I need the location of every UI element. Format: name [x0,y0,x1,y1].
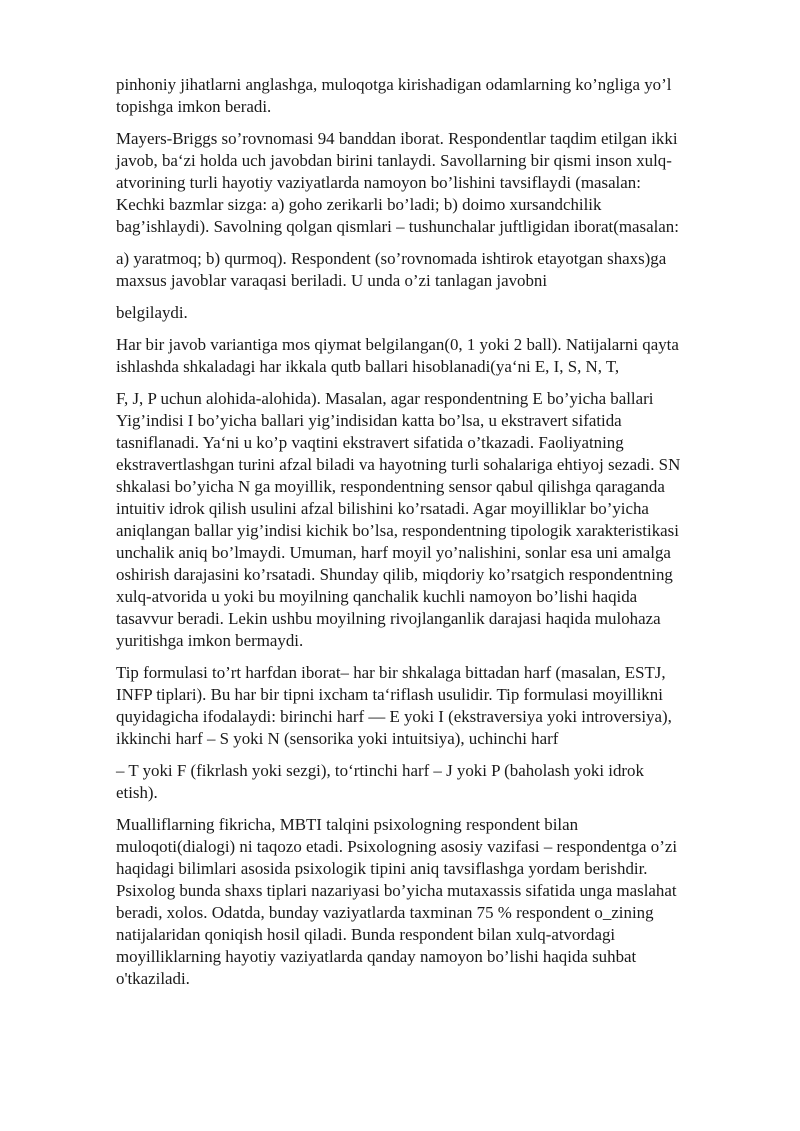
text-line: bag’ishlaydi). Savolning qolgan qismlari – tushunchalar juftligidan iborat(masalan: [116,217,679,236]
text-line: oshirish darajasini ko’rsatadi. Shunday qilib, miqdoriy ko’rsatgich respondentning [116,565,673,584]
text-line: atvorining turli hayotiy vaziyatlarda namoyon bo’lishini tavsiflaydi (masalan: [116,173,641,192]
text-line: ekstravertlashgan turini afzal biladi va hayotning turli sohalariga ehtiyoj sezadi. SN [116,455,681,474]
paragraph [116,814,746,990]
text-line: ishlashda shkaladagi har ikkala qutb ballari hisoblanadi(ya‘ni E, I, S, N, T, [116,357,620,376]
text-line: natijalaridan qoniqish hosil qiladi. Bunda respondent bilan xulq-atvordagi [116,925,616,944]
paragraph [116,248,746,292]
text-line: ikkinchi harf – S yoki N (sensorika yoki intuitsiya), uchinchi harf [116,729,559,748]
text-line: intuitiv idrok qilish usulini afzal bilishini ko’rsatadi. Agar moyilliklar bo’yicha [116,499,649,518]
paragraph [116,302,746,324]
text-line: topishga imkon beradi. [116,97,272,116]
text-line: Har bir javob variantiga mos qiymat belgilangan(0, 1 yoki 2 ball). Natijalarni qayta [116,335,679,354]
paragraph [116,334,746,378]
text-line: unchalik aniq bo’lmaydi. Umuman, harf moyil yo’nalishini, sonlar esa uni amalga [116,543,671,562]
text-line: INFP tiplari). Bu har bir tipni ixcham ta‘riflash usulidir. Tip formulasi moyillikni [116,685,663,704]
paragraph [116,74,746,118]
paragraph [116,388,746,652]
text-line: moyilliklarning hayotiy vaziyatlarda qanday namoyon bo’lishi haqida suhbat [116,947,637,966]
text-line: belgilaydi. [116,303,188,322]
text-line: muloqoti(dialogi) ni taqozo etadi. Psixologning asosiy vazifasi – respondentga o’zi [116,837,678,856]
text-line: Psixolog bunda shaxs tiplari nazariyasi bo’yicha mutaxassis sifatida unga maslahat [116,881,677,900]
text-line: shkalasi bo’yicha N ga moyillik, respondentning sensor qabul qilishga qaraganda [116,477,665,496]
text-line: Mualliflarning fikricha, MBTI talqini psixologning respondent bilan [116,815,579,834]
text-line: maxsus javoblar varaqasi beriladi. U unda o’zi tanlagan javobni [116,271,548,290]
text-line: quyidagicha ifodalaydi: birinchi harf — E yoki I (ekstraversiya yoki introversiya), [116,707,672,726]
text-line: o'tkaziladi. [116,969,190,988]
text-line: xulq-atvorida u yoki bu moyilning qanchalik kuchli namoyon bo’lishi haqida [116,587,638,606]
text-line: beradi, xolos. Odatda, bunday vaziyatlarda taxminan 75 % respondent o_zining [116,903,654,922]
paragraph [116,760,746,804]
text-line: tasniflanadi. Ya‘ni u ko’p vaqtini ekstravert sifatida o’tkazadi. Faoliyatning [116,433,624,452]
text-line: javob, ba‘zi holda uch javobdan birini tanlaydi. Savollarning bir qismi inson xulq- [116,151,672,170]
text-line: F, J, P uchun alohida-alohida). Masalan, agar respondentning E bo’yicha ballari [116,389,654,408]
text-line: Tip formulasi to’rt harfdan iborat– har bir shkalaga bittadan harf (masalan, ESTJ, [116,663,666,682]
paragraph [116,128,746,238]
text-line: etish). [116,783,158,802]
text-line: yuritishga imkon bermaydi. [116,631,304,650]
text-line: Mayers-Briggs so’rovnomasi 94 banddan iborat. Respondentlar taqdim etilgan ikki [116,129,678,148]
paragraph [116,662,746,750]
text-line: Kechki bazmlar sizga: a) goho zerikarli bo’ladi; b) doimo xursandchilik [116,195,602,214]
text-line: aniqlangan ballar yig’indisi kichik bo’lsa, respondentning tipologik xarakteristikasi [116,521,679,540]
text-line: Yig’indisi I bo’yicha ballari yig’indisidan katta bo’lsa, u ekstravert sifatida [116,411,622,430]
text-line: haqidagi bilimlari asosida psixologik tipini aniq tavsiflashga yordam berishdir. [116,859,648,878]
text-line: – T yoki F (fikrlash yoki sezgi), to‘rtinchi harf – J yoki P (baholash yoki idrok [116,761,644,780]
document-body [116,74,746,1000]
text-line: pinhoniy jihatlarni anglashga, muloqotga kirishadigan odamlarning ko’ngliga yo’l [116,75,672,94]
text-line: tasavvur beradi. Lekin ushbu moyilning rivojlanganlik darajasi haqida mulohaza [116,609,661,628]
text-line: a) yaratmoq; b) qurmoq). Respondent (so’rovnomada ishtirok etayotgan shaxs)ga [116,249,667,268]
